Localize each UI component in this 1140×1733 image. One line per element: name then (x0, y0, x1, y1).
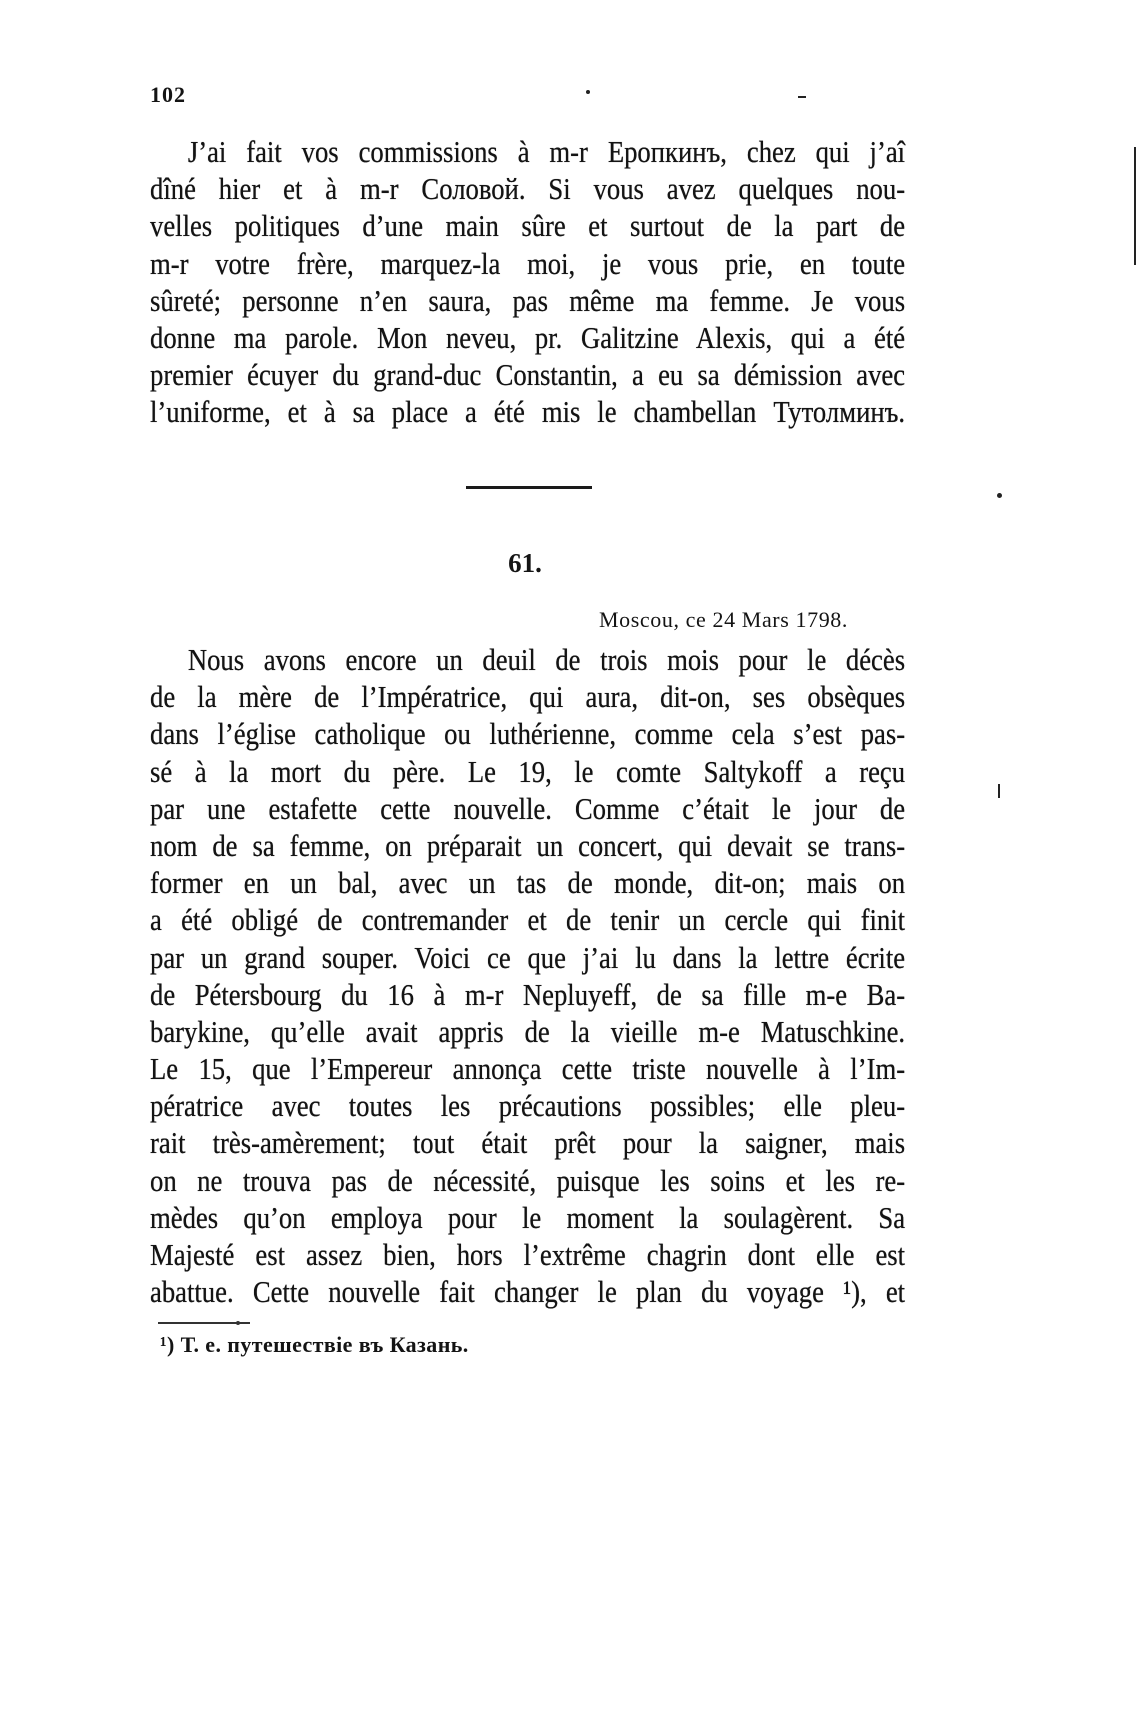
text-line: velles politiques d’une main sûre et surtout de la part de (150, 208, 906, 244)
text-line: premier écuyer du grand-duc Constantin, a eu sa démission avec (150, 357, 906, 393)
text-line: l’uniforme, et à sa place a été mis le chambellan Тутолминъ. (150, 394, 906, 430)
footnote-separator (158, 1322, 250, 1324)
scan-mark (798, 96, 806, 98)
text-line: de la mère de l’Impératrice, qui aura, dit-on, ses obsèques (150, 679, 906, 715)
text-line: barykine, qu’elle avait appris de la vieille m-e Matuschkine. (150, 1013, 906, 1049)
text-line: par un grand souper. Voici ce que j’ai lu dans la lettre écrite (150, 939, 906, 975)
text-line: on ne trouva pas de nécessité, puisque les soins et les re- (150, 1162, 906, 1198)
text-line: Majesté est assez bien, hors l’extrême chagrin dont elle est (150, 1237, 906, 1272)
text-line: Le 15, que l’Empereur annonça cette triste nouvelle à l’Im- (150, 1051, 906, 1087)
text-line: a été obligé de contremander et de tenir un cercle qui finit (150, 902, 906, 938)
text-line: rait très-amèrement; tout était prêt pour la saigner, mais (150, 1125, 906, 1161)
scan-mark (586, 90, 590, 94)
text-line: former en un bal, avec un tas de monde, dit-on; mais on (150, 865, 906, 901)
text-line: pératrice avec toutes les précautions possibles; elle pleu- (150, 1088, 906, 1124)
text-line: Nous avons encore un deuil de trois mois pour le décès (187, 642, 906, 677)
text-line: mèdes qu’on employa pour le moment la soulagèrent. Sa (150, 1199, 906, 1235)
scan-mark (997, 493, 1002, 498)
text-line: par une estafette cette nouvelle. Comme c’était le jour de (150, 790, 906, 826)
scan-edge-line (1134, 147, 1136, 265)
text-line: J’ai fait vos commissions à m-r Еропкинъ, chez qui j’aî (187, 134, 906, 169)
text-line: m-r votre frère, marquez-la moi, je vous prie, en toute (150, 245, 906, 281)
letter-number-heading: 61. (508, 548, 542, 578)
text-line: sé à la mort du père. Le 19, le comte Saltykoff a reçu (150, 753, 906, 789)
letter-60-closing-paragraph (150, 133, 905, 431)
text-line: de Pétersbourg du 16 à m-r Nepluyeff, de sa fille m-e Ba- (150, 976, 906, 1012)
text-line: dans l’église catholique ou luthérienne, comme cela s’est pas- (150, 716, 906, 752)
letter-61-body (150, 641, 905, 1310)
text-line: donne ma parole. Mon neveu, pr. Galitzine Alexis, qui a été (150, 319, 906, 355)
scan-mark (998, 784, 1000, 798)
text-line: abattue. Cette nouvelle fait changer le plan du voyage ¹), et (150, 1274, 906, 1310)
text-line: nom de sa femme, on préparait un concert, qui devait se trans- (150, 827, 906, 863)
footnote: ¹) Т. е. путешествіе въ Казань. (160, 1332, 469, 1357)
letter-dateline: Moscou, ce 24 Mars 1798. (598, 607, 848, 632)
text-line: sûreté; personne n’en saura, pas même ma femme. Je vous (150, 282, 906, 318)
text-line: dîné hier et à m-r Соловой. Si vous avez quelques nou- (150, 171, 906, 207)
section-divider (466, 486, 592, 489)
page-number: 102 (150, 82, 186, 107)
